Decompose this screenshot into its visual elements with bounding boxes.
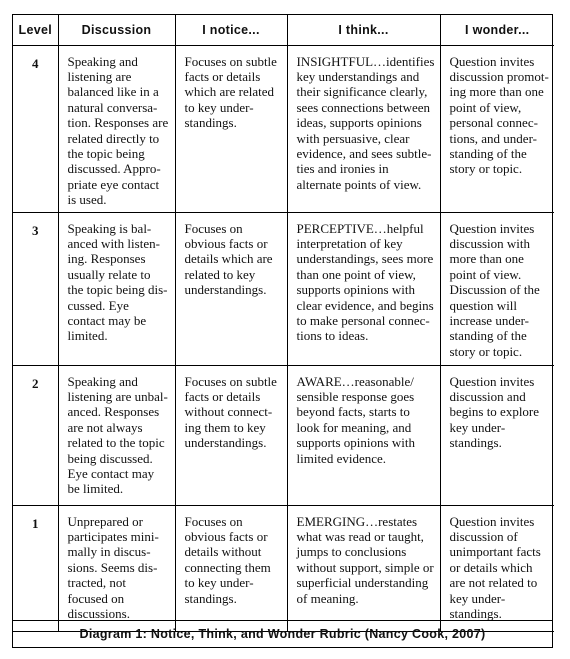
header-level: Level xyxy=(13,15,58,45)
header-wonder: I wonder... xyxy=(440,15,554,45)
rubric-frame xyxy=(12,14,553,648)
discussion-cell: Speaking and listening are balanced like in a natural conversa-tion. Responses are related directly to the topic being discussed. Appro-priate eye contact is used. xyxy=(58,45,175,212)
level-cell: 1 xyxy=(13,505,58,631)
header-notice: I notice... xyxy=(175,15,287,45)
notice-cell: Focuses on obvious facts or details without connecting them to key under-standings. xyxy=(175,505,287,631)
wonder-cell: Question invites discussion of unimportant facts or details which are not related to key under-standings. xyxy=(440,505,554,631)
wonder-cell: Question invites discussion with more than one point of view. Discussion of the question will increase under-standing of the story or topic. xyxy=(440,212,554,365)
discussion-cell: Speaking is bal-anced with listen-ing. Responses usually relate to the topic being dis-cussed. Eye contact may be limited. xyxy=(58,212,175,365)
wonder-cell: Question invites discussion and begins to explore key under-standings. xyxy=(440,365,554,505)
level-cell: 4 xyxy=(13,45,58,212)
level-cell: 3 xyxy=(13,212,58,365)
header-row xyxy=(13,15,554,45)
think-cell: EMERGING…restates what was read or taught, jumps to conclusions without support, simple or superficial understanding of meaning. xyxy=(287,505,440,631)
table-row xyxy=(13,505,554,631)
discussion-cell: Unprepared or participates mini-mally in discus-sions. Seems dis-tracted, not focused on discussions. xyxy=(58,505,175,631)
rubric-table xyxy=(13,15,554,632)
notice-cell: Focuses on subtle facts or details which are related to key under-standings. xyxy=(175,45,287,212)
table-caption: Diagram 1: Notice, Think, and Wonder Rubric (Nancy Cook, 2007) xyxy=(13,620,552,647)
think-cell: PERCEPTIVE…helpful interpretation of key understandings, sees more than one point of view, supports opinions with clear evidence, and begins to make personal connec-tions to ideas. xyxy=(287,212,440,365)
header-think: I think... xyxy=(287,15,440,45)
table-row xyxy=(13,365,554,505)
notice-cell: Focuses on obvious facts or details which are related to key understandings. xyxy=(175,212,287,365)
table-row xyxy=(13,212,554,365)
level-cell: 2 xyxy=(13,365,58,505)
notice-cell: Focuses on subtle facts or details without connect-ing them to key understandings. xyxy=(175,365,287,505)
think-cell: INSIGHTFUL…identifies key understandings and their significance clearly, sees connections between ideas, supports opinions with persuasive, clear evidence, and sees subtle-ties and ironies in alternate points of view. xyxy=(287,45,440,212)
think-cell: AWARE…reasonable/ sensible response goes beyond facts, starts to look for meaning, and supports opinions with limited evidence. xyxy=(287,365,440,505)
header-discussion: Discussion xyxy=(58,15,175,45)
table-row xyxy=(13,45,554,212)
wonder-cell: Question invites discussion promot-ing more than one point of view, personal connec-tions, and under-standing of the story or topic. xyxy=(440,45,554,212)
discussion-cell: Speaking and listening are unbal-anced. Responses are not always related to the topic being discussed. Eye contact may be limited. xyxy=(58,365,175,505)
